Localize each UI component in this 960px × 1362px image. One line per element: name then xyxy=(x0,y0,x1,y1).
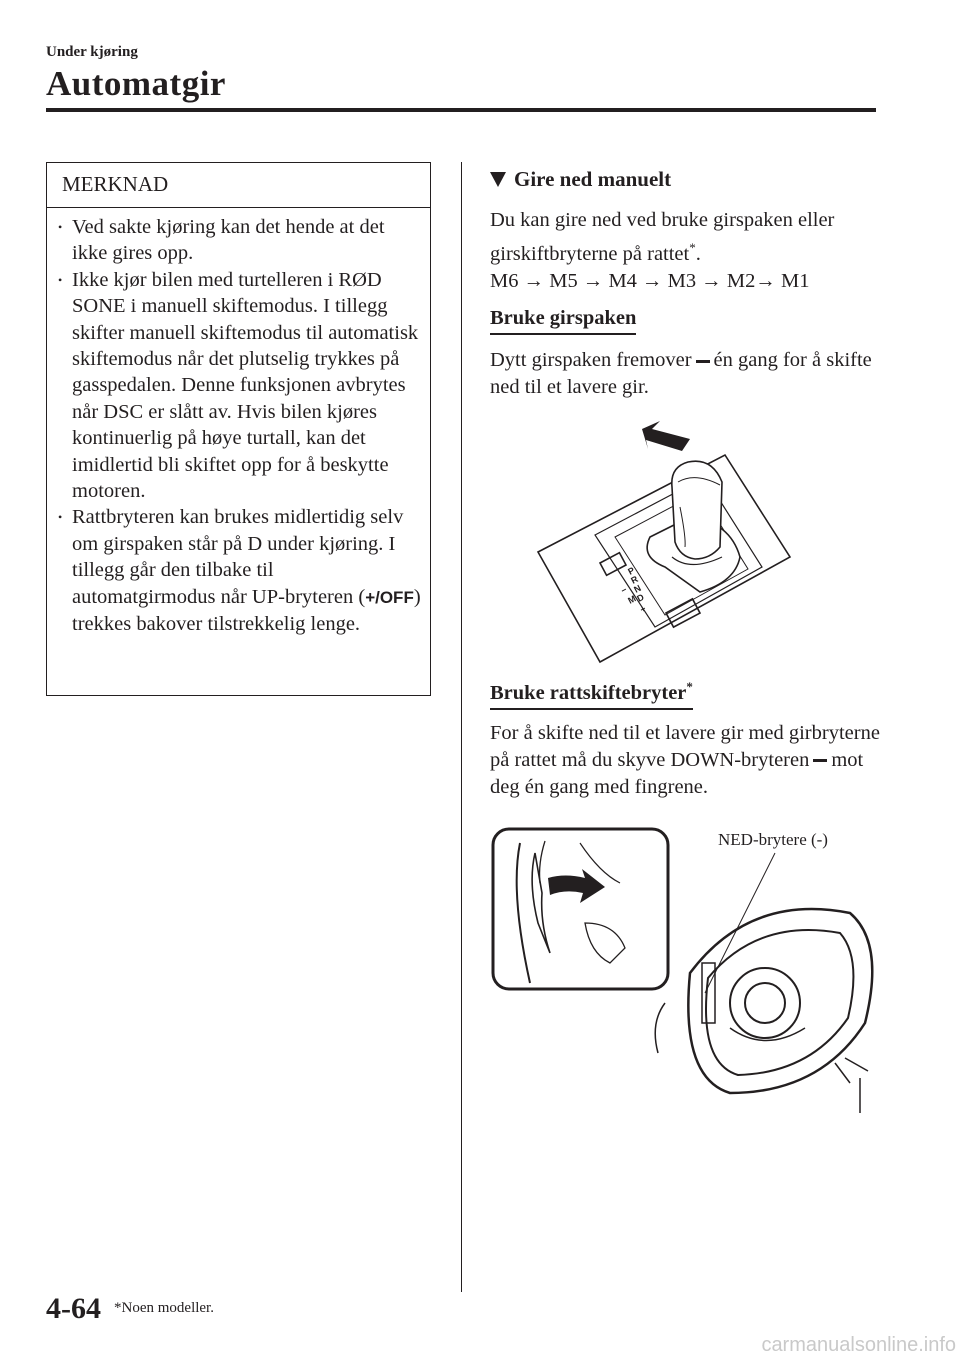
paddle-text-a: For å skifte ned til et lavere gir med girbryterne på rattet må du skyve DOWN-bryteren xyxy=(490,721,880,771)
intro-period: . xyxy=(695,242,701,265)
watermark: carmanualsonline.info xyxy=(761,1334,956,1356)
triangle-bullet-icon xyxy=(490,172,506,187)
chapter-title: Automatgir xyxy=(46,64,226,103)
gear-sequence: M6 → M5 → M4 → M3 → M2→ M1 xyxy=(490,269,810,292)
paddle-subheading-wrap xyxy=(490,679,880,710)
note-item-3 xyxy=(72,504,422,637)
steering-wheel xyxy=(655,909,872,1113)
callout-label: NED-brytere (-) xyxy=(718,829,828,849)
gate-label-r: R xyxy=(629,573,640,586)
lever-text-b: én gang for å skifte ned til et lavere gir. xyxy=(490,348,872,398)
page-number: 4-64 xyxy=(46,1292,101,1325)
footnote: *Noen modeller. xyxy=(114,1300,214,1316)
gear-knob xyxy=(672,461,722,559)
gate-label-plus: + xyxy=(638,603,648,615)
note-item-3-text-a: Rattbryteren kan brukes midlertidig selv om girspaken står på D under kjøring. I tillegg går den tilbake til automatgirmodus når UP-bryteren ( xyxy=(72,506,404,608)
note-list xyxy=(47,208,430,638)
gate-label-p: P xyxy=(626,564,637,577)
intro-paragraph xyxy=(490,207,880,268)
lever-paragraph xyxy=(490,347,880,401)
paddle-asterisk: * xyxy=(686,678,693,694)
intro-asterisk: * xyxy=(689,240,696,255)
gate-button-bottom xyxy=(666,599,700,627)
intro-text: Du kan gire ned ved bruke girspaken eller girskiftbryterne på rattet xyxy=(490,209,835,265)
gate-button-top xyxy=(600,552,626,575)
note-item-2: • Ikke kjør bilen med turtelleren i RØD SONE i manuell skiftemodus. I tillegg skifter manuell skiftemodus til automatisk skiftemodus når det plutselig trykkes på gasspedalen. Denne funksjonen avbrytes når DSC er slått av. Hvis bilen kjøres kontinuerlig på høye turtall, kan det imidlertid bli skiftet opp for å beskytte motoren. xyxy=(72,267,422,505)
paddle-paragraph xyxy=(490,720,880,801)
section-label: Under kjøring xyxy=(46,44,138,60)
note-item-3-text-b: ) trekkes bakover tilstrekkelig lenge. xyxy=(72,585,421,636)
lever-text-a: Dytt girspaken fremover xyxy=(490,348,692,371)
minus-symbol xyxy=(696,360,710,363)
note-title: MERKNAD xyxy=(47,163,430,208)
gate-label-m: M xyxy=(626,593,638,606)
paddle-subheading-text: Bruke rattskiftebryter xyxy=(490,681,687,704)
minus-symbol-2 xyxy=(813,759,827,762)
inset-zoom xyxy=(493,829,668,989)
gate-label-n: N xyxy=(632,582,643,595)
right-column xyxy=(490,162,880,1113)
forward-arrow-icon xyxy=(642,421,690,451)
column-divider xyxy=(461,162,462,1292)
note-box xyxy=(46,162,431,696)
steering-wheel-illustration xyxy=(490,823,880,1113)
header-rule xyxy=(46,108,876,112)
paddle-text-b: mot deg én gang med fingrene. xyxy=(490,748,864,798)
manual-downshift-heading xyxy=(490,162,880,196)
note-item-1: • Ved sakte kjøring kan det hende at det ikke gires opp. xyxy=(72,214,422,267)
paddle-subheading xyxy=(490,679,693,710)
gate-label-d: D xyxy=(635,591,646,604)
lever-subheading: Bruke girspaken xyxy=(490,307,636,335)
gate-label-minus: − xyxy=(619,584,629,596)
gear-lever-illustration xyxy=(490,407,880,667)
up-off-switch-symbol: +/OFF xyxy=(365,587,414,607)
lever-subheading-wrap xyxy=(490,307,880,335)
manual-downshift-heading-text: Gire ned manuelt xyxy=(514,166,672,191)
